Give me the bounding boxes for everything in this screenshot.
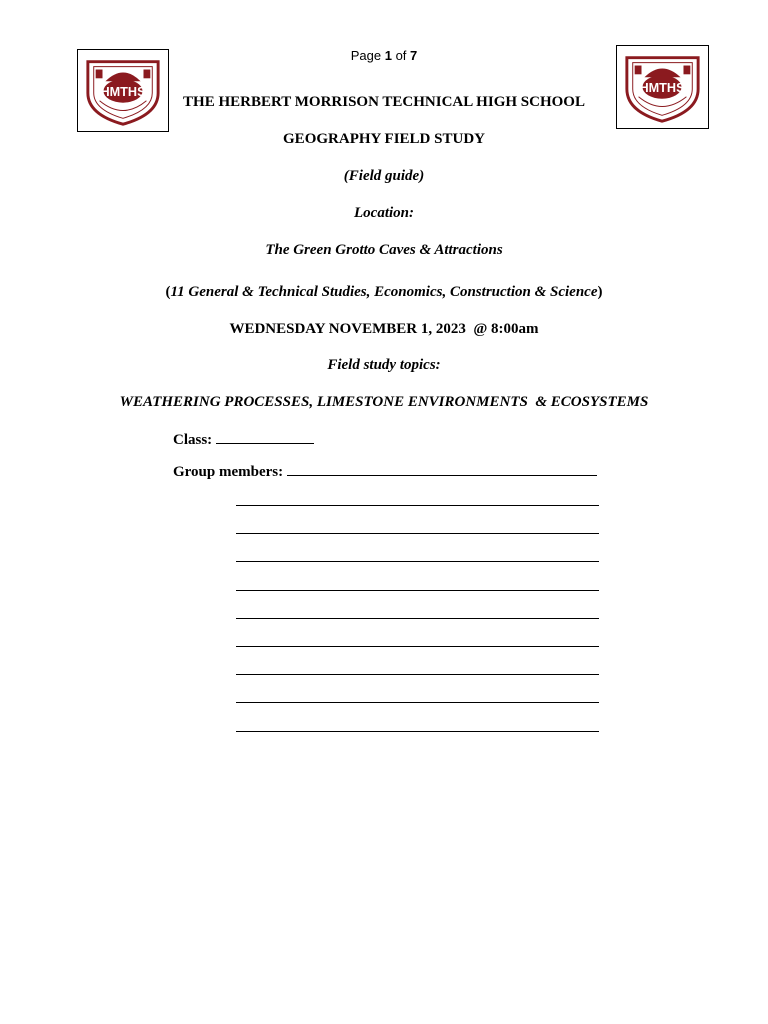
group-member-blank[interactable] (287, 463, 597, 476)
date-time: WEDNESDAY NOVEMBER 1, 2023 @ 8:00am (229, 321, 539, 337)
group-member-line[interactable] (236, 505, 599, 506)
group-member-line[interactable] (236, 646, 599, 647)
document-type: (Field guide) (343, 168, 425, 184)
topics-list: WEATHERING PROCESSES, LIMESTONE ENVIRONMENTS & ECOSYSTEMS (119, 394, 649, 410)
topics-label: Field study topics: (327, 357, 441, 373)
group-member-line[interactable] (236, 702, 599, 703)
class-blank[interactable] (216, 431, 314, 444)
group-members-field (173, 463, 597, 481)
group-member-line[interactable] (236, 533, 599, 534)
classes-close-paren: ) (597, 284, 603, 300)
classes-list: 11 General & Technical Studies, Economics, Construction & Science (170, 284, 598, 300)
page-separator: of (391, 48, 411, 63)
classes-line (0, 284, 768, 301)
group-member-line[interactable] (236, 561, 599, 562)
class-field (173, 431, 314, 449)
group-members-label: Group members: (173, 464, 284, 480)
page-total: 7 (410, 48, 418, 63)
classes-open-paren: ( (165, 284, 171, 300)
page-current: 1 (384, 48, 392, 63)
svg-text:HMTHS: HMTHS (100, 84, 146, 99)
page-prefix: Page (350, 48, 385, 63)
group-member-line[interactable] (236, 590, 599, 591)
group-member-line[interactable] (236, 674, 599, 675)
school-logo-left (77, 49, 169, 132)
class-label: Class: (173, 432, 213, 448)
school-crest-icon (617, 46, 708, 128)
school-logo-right (616, 45, 709, 129)
group-member-line[interactable] (236, 618, 599, 619)
location-value: The Green Grotto Caves & Attractions (265, 242, 503, 258)
school-name: THE HERBERT MORRISON TECHNICAL HIGH SCHOOL (183, 94, 585, 110)
school-crest-icon (78, 50, 168, 131)
svg-text:HMTHS: HMTHS (639, 80, 685, 95)
location-label: Location: (354, 205, 414, 221)
group-member-line[interactable] (236, 731, 599, 732)
subject-title: GEOGRAPHY FIELD STUDY (283, 131, 485, 147)
